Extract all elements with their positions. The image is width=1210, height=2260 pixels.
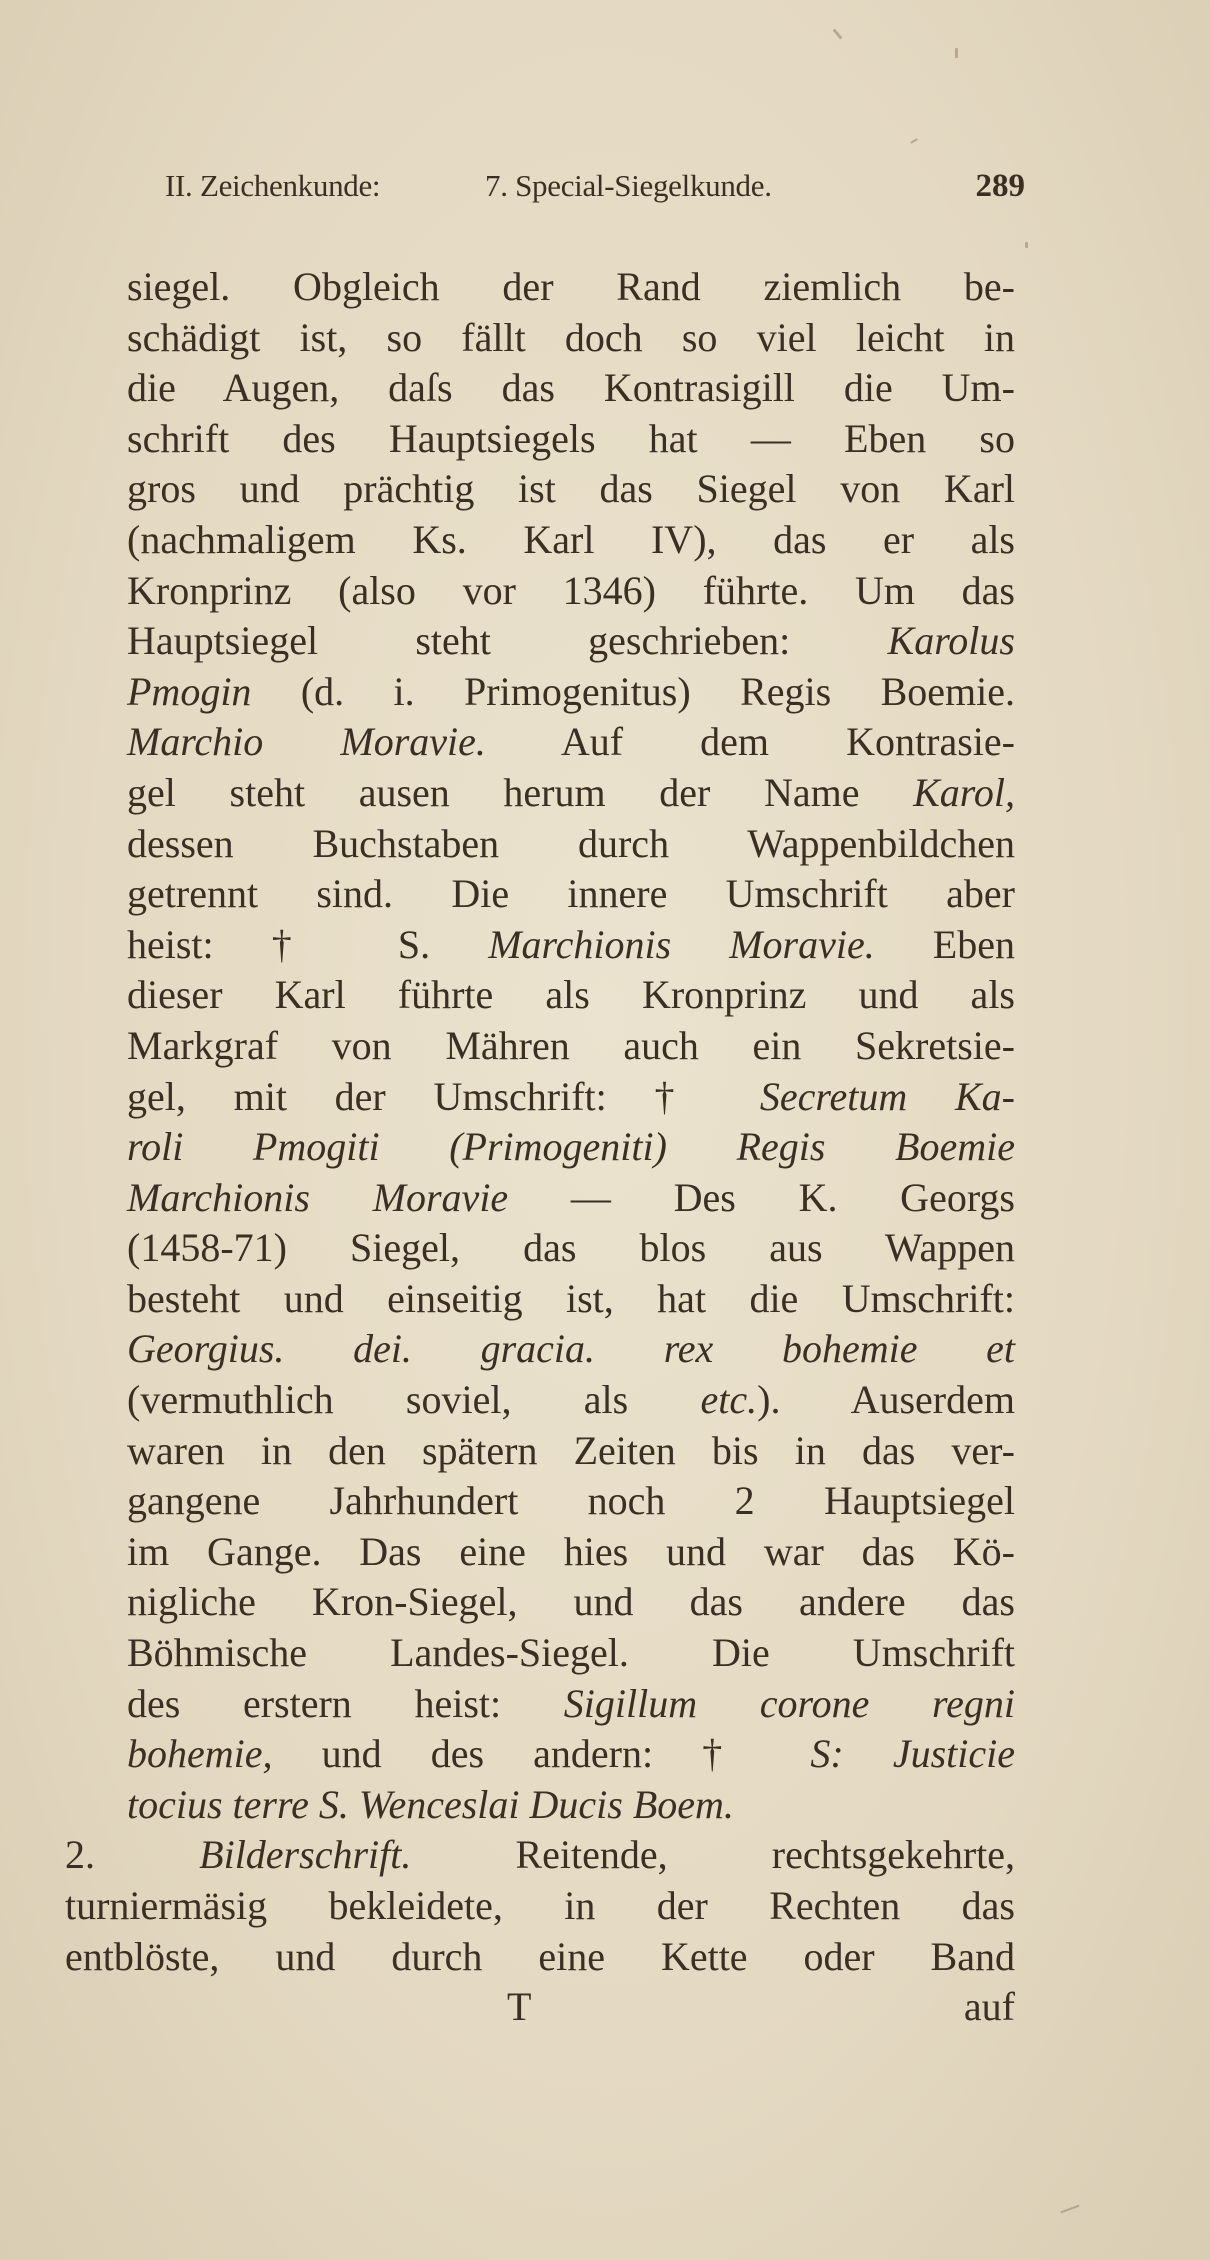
text-line [65, 1932, 1015, 1983]
text-segment: schrift des Hauptsiegels hat — Eben so [127, 415, 1015, 461]
text-segment: Eben [874, 921, 1015, 967]
italic-text: roli Pmogiti (Primogeniti) Regis Boemie [127, 1124, 1015, 1170]
text-line [127, 1375, 1015, 1426]
text-segment: Reitende, rechtsgekehrte, [411, 1832, 1016, 1878]
text-line [127, 1223, 1015, 1274]
page-footer [127, 1982, 1015, 2033]
text-line [127, 262, 1015, 313]
text-line [127, 566, 1015, 617]
text-segment: heist: † S. [127, 921, 489, 967]
paper-speck [832, 28, 842, 39]
header-chapter-title: 7. Special-Siegelkunde. [485, 168, 772, 203]
text-line [127, 1527, 1015, 1578]
text-segment: und des andern: † [272, 1731, 811, 1777]
text-line [127, 1780, 1015, 1831]
body-text [65, 262, 1016, 2033]
italic-text: Georgius. dei. gracia. rex bohemie et [127, 1326, 1015, 1372]
text-line [127, 819, 1015, 870]
text-line [127, 414, 1015, 465]
text-segment: dessen Buchstaben durch Wappenbildchen [127, 820, 1015, 866]
text-line [127, 1274, 1015, 1325]
text-segment: gros und prächtig ist das Siegel von Karl [127, 466, 1015, 512]
text-segment: gel steht ausen herum der Name [127, 769, 914, 815]
text-segment: 2. [65, 1832, 200, 1878]
text-line [65, 1881, 1015, 1932]
italic-text: tocius terre S. Wenceslai Ducis Boem. [127, 1781, 734, 1827]
text-line [127, 667, 1015, 718]
text-line [127, 1324, 1015, 1375]
text-segment: entblöste, und durch eine Kette oder Band [65, 1933, 1015, 1979]
text-line [127, 616, 1015, 667]
text-line [127, 1729, 1015, 1780]
signature-mark: T [507, 1984, 532, 2030]
italic-text: Marchionis Moravie [127, 1174, 509, 1220]
text-segment: turniermäsig bekleidete, in der Rechten das [65, 1883, 1015, 1928]
text-segment: (nachmaligem Ks. Karl IV), das er als [127, 516, 1015, 562]
paper-speck [1025, 242, 1028, 248]
text-segment: Kronprinz (also vor 1346) führte. Um das [127, 567, 1015, 613]
paper-speck [955, 48, 958, 58]
text-segment: schädigt ist, so fällt doch so viel leicht in [127, 314, 1015, 360]
italic-text: Sigillum corone regni [563, 1680, 1015, 1726]
paper-speck [910, 138, 918, 144]
catchword: auf [963, 1984, 1015, 2030]
italic-text: Karolus [887, 618, 1015, 664]
text-segment: Böhmische Landes-Siegel. Die Umschrift [127, 1630, 1015, 1676]
text-line [127, 1426, 1015, 1477]
text-line [127, 1476, 1015, 1527]
text-line [127, 768, 1015, 819]
text-line [127, 515, 1015, 566]
running-header [125, 168, 1025, 218]
italic-text: Marchio Moravie. [127, 719, 486, 765]
text-segment: ). Auserdem [757, 1377, 1015, 1423]
italic-text: S: Justicie [810, 1731, 1015, 1777]
text-segment: des erstern heist: [127, 1680, 564, 1726]
text-segment: gel, mit der Umschrift: † [127, 1073, 760, 1119]
italic-text: Pmogin [127, 668, 252, 714]
text-segment: nigliche Kron-Siegel, und das andere das [127, 1579, 1015, 1625]
text-line [127, 1679, 1015, 1730]
italic-text: Marchionis Moravie. [488, 921, 875, 967]
text-line [127, 1628, 1015, 1679]
text-segment: siegel. Obgleich der Rand ziemlich be- [127, 264, 1015, 309]
text-segment: die Augen, daſs das Kontrasigill die Um- [127, 365, 1015, 411]
text-segment: besteht und einseitig ist, hat die Umschrift: [127, 1275, 1015, 1321]
text-line [127, 920, 1015, 971]
text-segment: Auf dem Kontrasie- [485, 719, 1015, 765]
text-segment: (1458-71) Siegel, das blos aus Wappen [127, 1225, 1015, 1271]
italic-text: bohemie, [127, 1731, 273, 1777]
text-line [127, 1021, 1015, 1072]
text-segment: im Gange. Das eine hies und war das Kö- [127, 1528, 1015, 1574]
italic-text: etc. [700, 1377, 758, 1423]
text-line [127, 363, 1015, 414]
text-segment: gangene Jahrhundert noch 2 Hauptsiegel [127, 1478, 1015, 1524]
text-segment: (d. i. Primogenitus) Regis Boemie. [251, 668, 1015, 714]
text-line [127, 1072, 1015, 1123]
text-line [127, 1122, 1015, 1173]
text-line [127, 970, 1015, 1021]
header-section-title: II. Zeichenkunde: [165, 168, 381, 203]
page-number: 289 [975, 168, 1025, 204]
italic-text: Karol, [913, 769, 1015, 815]
italic-text: Bilderschrift. [199, 1832, 412, 1878]
text-line [127, 1173, 1015, 1224]
text-line [65, 1830, 1015, 1881]
text-segment: Hauptsiegel steht geschrieben: [127, 618, 888, 664]
italic-text: Secretum Ka- [759, 1073, 1015, 1119]
text-segment: (vermuthlich soviel, als [127, 1377, 701, 1423]
text-line [127, 313, 1015, 364]
paper-speck [1060, 2205, 1079, 2214]
text-segment: getrennt sind. Die innere Umschrift aber [127, 871, 1015, 917]
text-line [127, 464, 1015, 515]
text-line [127, 869, 1015, 920]
text-segment: — Des K. Georgs [508, 1174, 1015, 1220]
text-segment: Markgraf von Mähren auch ein Sekretsie- [127, 1022, 1015, 1068]
text-segment: dieser Karl führte als Kronprinz und als [127, 972, 1015, 1018]
text-line [127, 717, 1015, 768]
text-line [127, 1577, 1015, 1628]
text-segment: waren in den spätern Zeiten bis in das ver- [127, 1427, 1015, 1473]
